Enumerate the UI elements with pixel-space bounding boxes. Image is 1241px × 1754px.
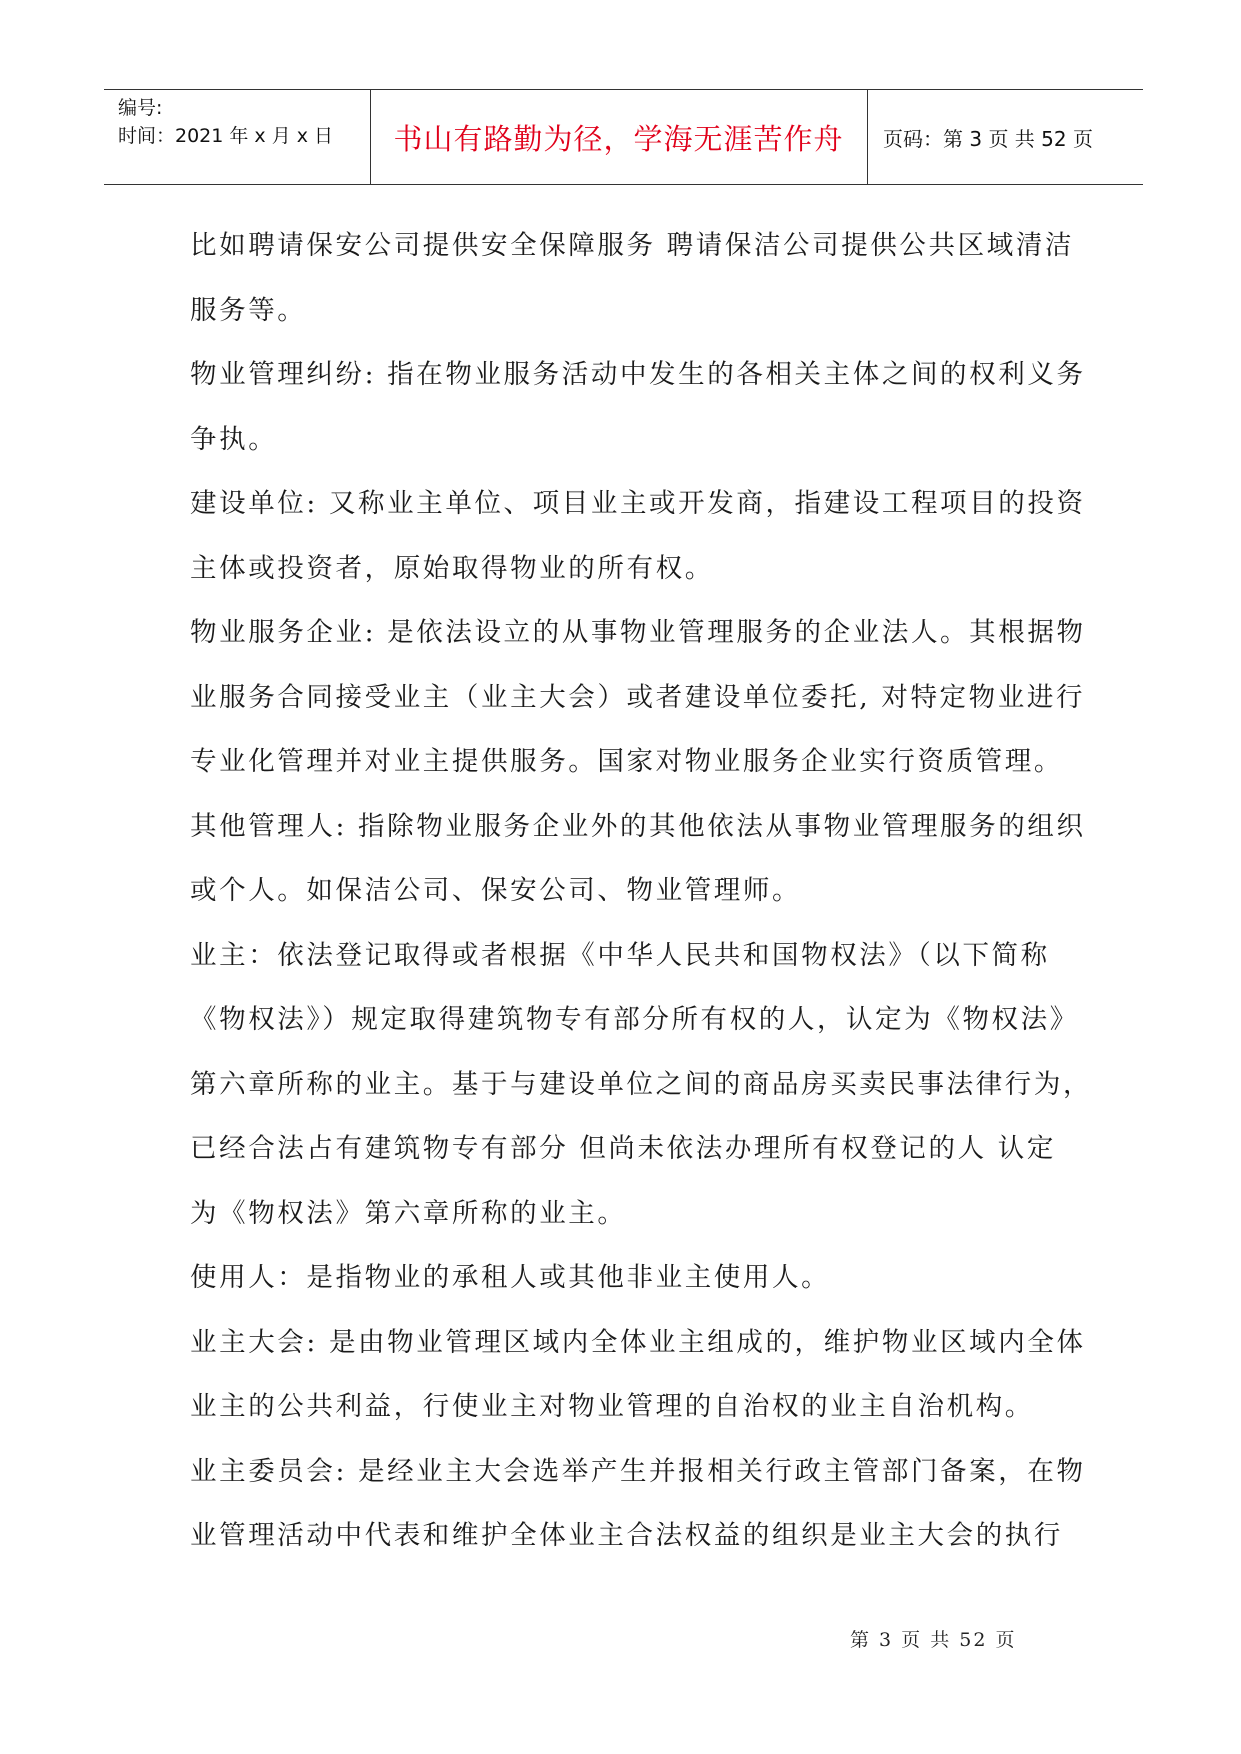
header-meta [104, 90, 371, 184]
body-line: 已经合法占有建筑物专有部分 但尚未依法办理所有权登记的人 认定 [190, 1133, 1056, 1164]
body-line: 物业管理纠纷: 指在物业服务活动中发生的各相关主体之间的权利义务 [190, 359, 1086, 390]
document-body [190, 216, 1093, 1571]
body-line: 争执。 [190, 423, 278, 455]
document-number-label: 编号: [118, 97, 163, 119]
body-line: 服务等。 [190, 294, 307, 326]
body-line: 业主的公共利益，行使业主对物业管理的自治权的业主自治机构。 [190, 1391, 1034, 1422]
page-footer-number: 第 3 页 共 52 页 [850, 1629, 1017, 1651]
page-header [104, 89, 1143, 185]
body-line: 业主：依法登记取得或者根据《中华人民共和国物权法》（以下简称 [190, 939, 1050, 971]
body-line: 业主委员会: 是经业主大会选举产生并报相关行政主管部门备案，在物 [190, 1455, 1086, 1487]
body-line: 业管理活动中代表和维护全体业主合法权益的组织是业主大会的执行 [190, 1520, 1063, 1551]
header-motto: 书山有路勤为径，学海无涯苦作舟 [393, 121, 844, 156]
body-line: 物业服务企业: 是依法设立的从事物业管理服务的企业法人。其根据物 [190, 617, 1086, 648]
body-line: 或个人。如保洁公司、保安公司、物业管理师。 [190, 875, 802, 906]
body-line: 第六章所称的业主。基于与建设单位之间的商品房买卖民事法律行为， [190, 1068, 1093, 1100]
body-line: 主体或投资者，原始取得物业的所有权。 [190, 552, 714, 584]
header-motto-cell [370, 90, 868, 184]
header-page-code: 页码：第 3 页 共 52 页 [883, 126, 1093, 151]
body-line: 比如聘请保安公司提供安全保障服务 聘请保洁公司提供公共区域清洁 [190, 230, 1075, 261]
body-line: 《物权法》）规定取得建筑物专有部分所有权的人，认定为《物权法》 [190, 1004, 1079, 1035]
document-date: 时间：2021 年 x 月 x 日 [118, 125, 334, 147]
body-line: 业主大会: 是由物业管理区域内全体业主组成的，维护物业区域内全体 [190, 1326, 1086, 1358]
body-line: 建设单位: 又称业主单位、项目业主或开发商，指建设工程项目的投资 [190, 488, 1086, 519]
body-line: 为《物权法》第六章所称的业主。 [190, 1197, 627, 1229]
body-line: 其他管理人: 指除物业服务企业外的其他依法从事物业管理服务的组织 [190, 810, 1086, 842]
body-line: 使用人：是指物业的承租人或其他非业主使用人。 [190, 1262, 831, 1293]
body-line: 专业化管理并对业主提供服务。国家对物业服务企业实行资质管理。 [190, 746, 1063, 777]
body-line: 业服务合同接受业主（业主大会）或者建设单位委托, 对特定物业进行 [190, 681, 1086, 713]
